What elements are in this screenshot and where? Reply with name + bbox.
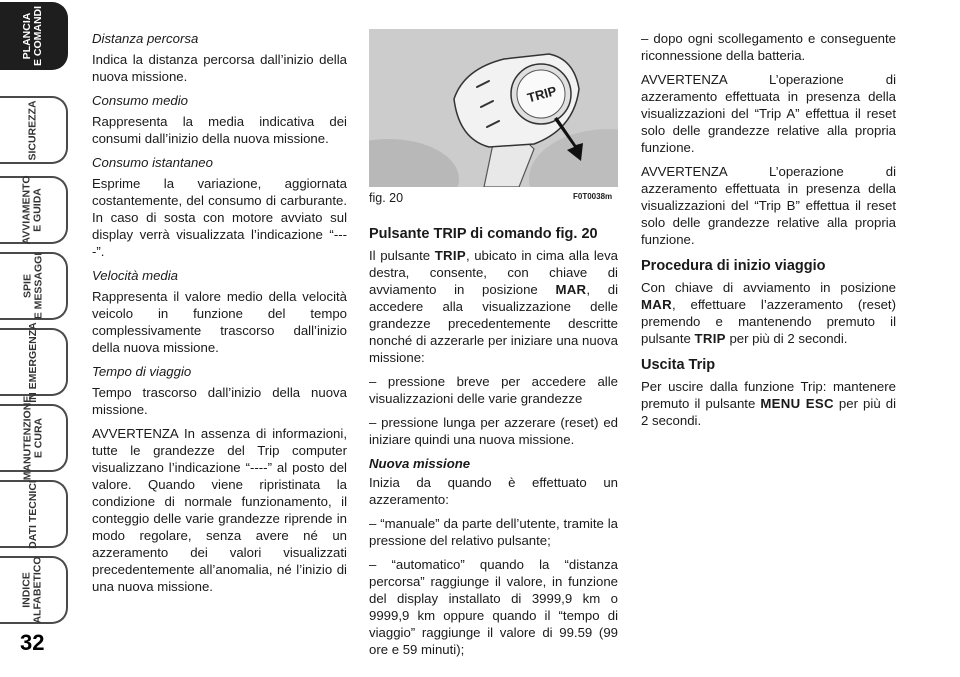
tempo-viaggio-text: Tempo trascorso dall’inizio della nuova missione.	[92, 385, 347, 417]
procedura-text	[641, 279, 896, 347]
trip-button-label: TRIP	[525, 83, 559, 106]
tab-in-emergenza[interactable]	[0, 321, 68, 403]
text-run: , effettuare l’azzeramento (reset) premendo e mantenendo premuto il pulsante	[641, 297, 896, 346]
consumo-medio-title: Consumo medio	[92, 93, 189, 108]
text-run-bold: TRIP	[694, 331, 726, 346]
uscita-text	[641, 378, 896, 429]
text-run-bold: MENU ESC	[760, 396, 834, 411]
avvertenza-trip-b: AVVERTENZA L’operazione di azzeramento effettuata in presenza della visualizzazioni del “Trip B” effettua il reset solo delle grandezze relative alla propria funzione.	[641, 164, 896, 247]
tab-dati-tecnici[interactable]	[0, 480, 68, 548]
tab-label: IN EMERGENZA	[26, 321, 39, 403]
column-left	[92, 30, 347, 602]
tab-label: INDICE ALFABETICO	[21, 556, 44, 624]
figure-code: F0T0038m	[573, 192, 613, 201]
tab-label: PLANCIA E COMANDI	[21, 5, 44, 67]
battery-reset-text: – dopo ogni scollegamento e conseguente riconnessione della batteria.	[641, 31, 896, 63]
avvertenza-trip-a: AVVERTENZA L’operazione di azzeramento effettuata in presenza della visualizzazioni del “Trip A” effettua il reset solo delle grandezze relative alla propria funzione.	[641, 72, 896, 155]
tab-sicurezza[interactable]	[0, 96, 68, 164]
long-press-text: – pressione lunga per azzerare (reset) ed iniziare quindi una nuova missione.	[369, 415, 618, 447]
short-press-text: – pressione breve per accedere alle visualizzazioni delle varie grandezze	[369, 374, 618, 406]
consumo-medio-text: Rappresenta la media indicativa dei consumi dall’inizio della nuova missione.	[92, 114, 347, 146]
text-run: per più di 2 secondi.	[641, 396, 896, 428]
tab-avviamento-e-guida[interactable]	[0, 176, 68, 244]
text-run: Per uscire dalla funzione Trip: mantenere premuto il pulsante	[641, 379, 896, 411]
nuova-missione-text: Inizia da quando è effettuato un azzeramento:	[369, 475, 618, 507]
consumo-istantaneo-title: Consumo istantaneo	[92, 155, 213, 170]
page-number: 32	[20, 630, 45, 655]
procedura-title: Procedura di inizio viaggio	[641, 258, 826, 274]
text-run: Con chiave di avviamento in posizione	[641, 280, 896, 295]
text-run: per più di 2 secondi.	[725, 331, 848, 346]
trip-heading	[369, 226, 618, 243]
text-run-bold: TRIP	[434, 248, 466, 263]
distanza-title: Distanza percorsa	[92, 31, 199, 46]
heading-prefix: Pulsante	[369, 226, 434, 242]
chapter-sidebar	[0, 0, 80, 677]
tab-plancia-e-comandi[interactable]	[0, 2, 68, 70]
figure-trip-button	[369, 29, 618, 187]
text-run: Il pulsante	[369, 248, 435, 263]
consumo-istantaneo-text: Esprime la variazione, aggiornata costantemente, del consumo di carburante. In caso di sosta con motore avviato sul display verrà visualizzata l’indicazione “----”.	[92, 176, 347, 259]
distanza-text: Indica la distanza percorsa dall’inizio della nuova missione.	[92, 52, 347, 84]
text-run-bold: MAR	[555, 282, 587, 297]
trip-lever-illustration	[369, 29, 618, 187]
text-run: , ubicato in cima alla leva destra, consente, con chiave di avviamento in posizione	[369, 248, 619, 297]
velocita-media-text: Rappresenta il valore medio della velocità veicolo in funzione del tempo complessivamente trascorso dall’inizio della nuova missione.	[92, 289, 347, 355]
figure-caption: fig. 20	[369, 191, 404, 205]
column-middle	[369, 226, 618, 665]
text-run: , di accedere alla visualizzazione delle grandezze precedentemente descritte nonché di azzerarle per iniziare una nuova missione:	[369, 282, 618, 365]
tab-label: AVVIAMENTO E GUIDA	[21, 175, 45, 245]
tab-indice-alfabetico[interactable]	[0, 556, 68, 624]
tab-label: MANUTENZIONE E CURA	[21, 395, 44, 481]
uscita-title: Uscita Trip	[641, 357, 716, 373]
tab-label: SICUREZZA	[26, 99, 39, 161]
heading-bold: TRIP	[433, 226, 467, 242]
manuale-text: – “manuale” da parte dell’utente, tramite la pressione del relativo pulsante;	[369, 516, 618, 548]
automatico-text: – “automatico” quando la “distanza percorsa” raggiunge il valore, in funzione del display installato di 3999,9 km o 9999,9 km oppure quando il “tempo di viaggio” raggiunge il valore di 99.59 (99 ore e 59 minuti);	[369, 557, 618, 657]
tempo-viaggio-title: Tempo di viaggio	[92, 364, 192, 379]
tab-spie-e-messaggi[interactable]	[0, 252, 68, 320]
tab-manutenzione-e-cura[interactable]	[0, 395, 68, 481]
nuova-missione-title: Nuova missione	[369, 456, 471, 471]
trip-description	[369, 247, 618, 366]
tab-label: DATI TECNICI	[26, 479, 39, 549]
avvertenza-text: AVVERTENZA In assenza di informazioni, tutte le grandezze del Trip computer visualizzano l’indicazione “----” al posto del valore. Quando viene ripristinata la condizione di normale funzionamento, il conteggio delle varie grandezze riprende in modo regolare, senza avere né un azzeramento dei valori visualizzati precedentemente all’anomalia, né l’inizio di una nuova missione.	[92, 426, 347, 594]
velocita-media-title: Velocità media	[92, 268, 179, 283]
tab-label: SPIE E MESSAGGI	[21, 252, 45, 320]
column-right	[641, 30, 896, 436]
text-run-bold: MAR	[641, 297, 672, 312]
heading-suffix: di comando fig. 20	[466, 226, 598, 242]
